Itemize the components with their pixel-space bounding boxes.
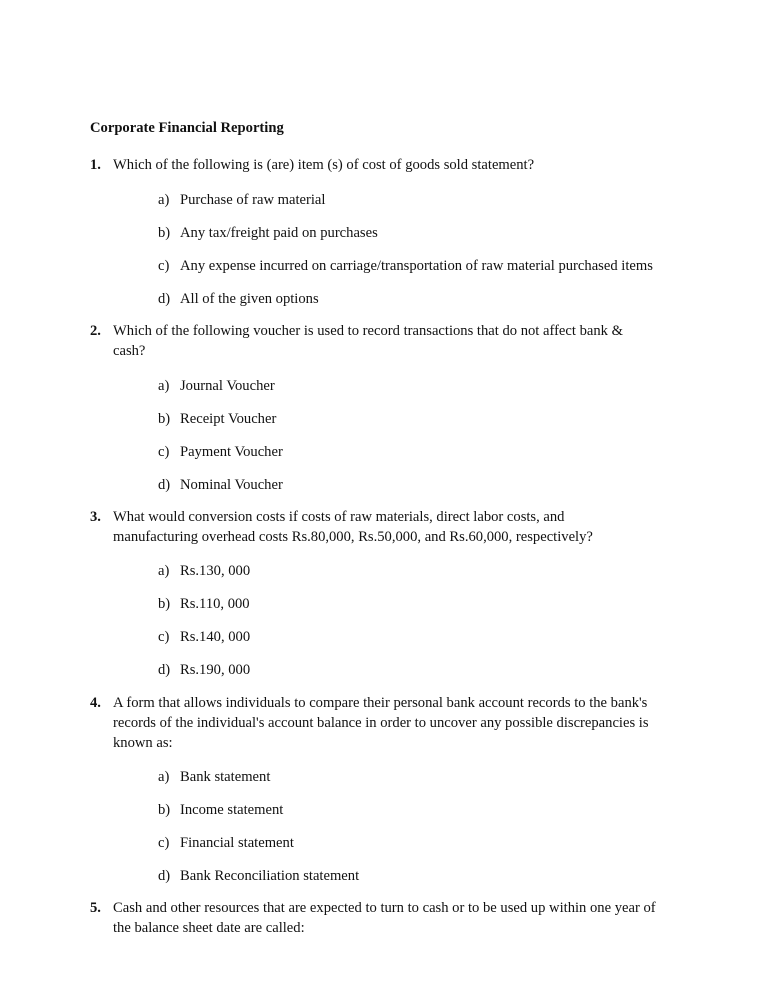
question-text: What would conversion costs if costs of raw materials, direct labor costs, and manufacturing overhead costs Rs.80,000, Rs.50,000, and Rs.60,000, respectively? <box>113 509 593 545</box>
question-number: 4. <box>90 695 101 711</box>
question-number: 3. <box>90 509 101 525</box>
option-letter: a) <box>158 192 170 208</box>
option-letter: b) <box>158 225 171 241</box>
option-text: Any tax/freight paid on purchases <box>180 225 378 241</box>
option-4b <box>158 801 283 819</box>
option-3c <box>158 628 250 646</box>
option-3b <box>158 595 250 613</box>
option-1b <box>158 224 378 242</box>
option-letter: b) <box>158 596 171 612</box>
question-text: Which of the following is (are) item (s) of cost of goods sold statement? <box>113 157 535 173</box>
question-text: Which of the following voucher is used to record transactions that do not affect bank & cash? <box>113 323 623 359</box>
question-text: Cash and other resources that are expected to turn to cash or to be used up within one year of the balance sheet date are called: <box>113 900 656 936</box>
option-1d <box>158 290 319 308</box>
option-2c <box>158 443 283 461</box>
option-letter: c) <box>158 629 170 645</box>
option-letter: d) <box>158 868 171 884</box>
question-number: 1. <box>90 157 101 173</box>
option-2d <box>158 476 283 494</box>
option-text: Nominal Voucher <box>180 477 283 493</box>
option-text: Receipt Voucher <box>180 411 277 427</box>
option-letter: a) <box>158 563 170 579</box>
option-1a <box>158 191 325 209</box>
question-5 <box>90 898 670 938</box>
option-4c <box>158 834 294 852</box>
option-letter: a) <box>158 378 170 394</box>
option-text: Income statement <box>180 802 284 818</box>
option-letter: a) <box>158 769 170 785</box>
option-3d <box>158 661 250 679</box>
option-3a <box>158 562 250 580</box>
option-4a <box>158 768 270 786</box>
option-text: Payment Voucher <box>180 444 283 460</box>
question-4 <box>90 693 670 753</box>
question-2 <box>90 321 650 361</box>
option-text: Bank statement <box>180 769 271 785</box>
option-text: All of the given options <box>180 291 319 307</box>
option-letter: c) <box>158 258 170 274</box>
option-1c <box>158 257 653 275</box>
question-3 <box>90 507 650 547</box>
option-letter: d) <box>158 477 171 493</box>
question-number: 5. <box>90 900 101 916</box>
option-text: Financial statement <box>180 835 294 851</box>
question-1 <box>90 155 690 175</box>
option-letter: c) <box>158 835 170 851</box>
option-2b <box>158 410 276 428</box>
option-letter: d) <box>158 662 171 678</box>
option-4d <box>158 867 359 885</box>
option-letter: d) <box>158 291 171 307</box>
option-letter: b) <box>158 411 171 427</box>
document-title: Corporate Financial Reporting <box>90 120 284 136</box>
option-2a <box>158 377 275 395</box>
option-text: Rs.140, 000 <box>180 629 251 645</box>
option-text: Rs.110, 000 <box>180 596 250 612</box>
option-text: Any expense incurred on carriage/transportation of raw material purchased items <box>180 258 653 274</box>
question-text: A form that allows individuals to compare their personal bank account records to the bank's records of the individual's account balance in order to uncover any possible discrepancies is known as: <box>113 695 649 751</box>
question-number: 2. <box>90 323 101 339</box>
option-text: Journal Voucher <box>180 378 275 394</box>
option-text: Purchase of raw material <box>180 192 326 208</box>
option-text: Rs.130, 000 <box>180 563 251 579</box>
option-letter: b) <box>158 802 171 818</box>
option-text: Bank Reconciliation statement <box>180 868 360 884</box>
option-letter: c) <box>158 444 170 460</box>
option-text: Rs.190, 000 <box>180 662 251 678</box>
